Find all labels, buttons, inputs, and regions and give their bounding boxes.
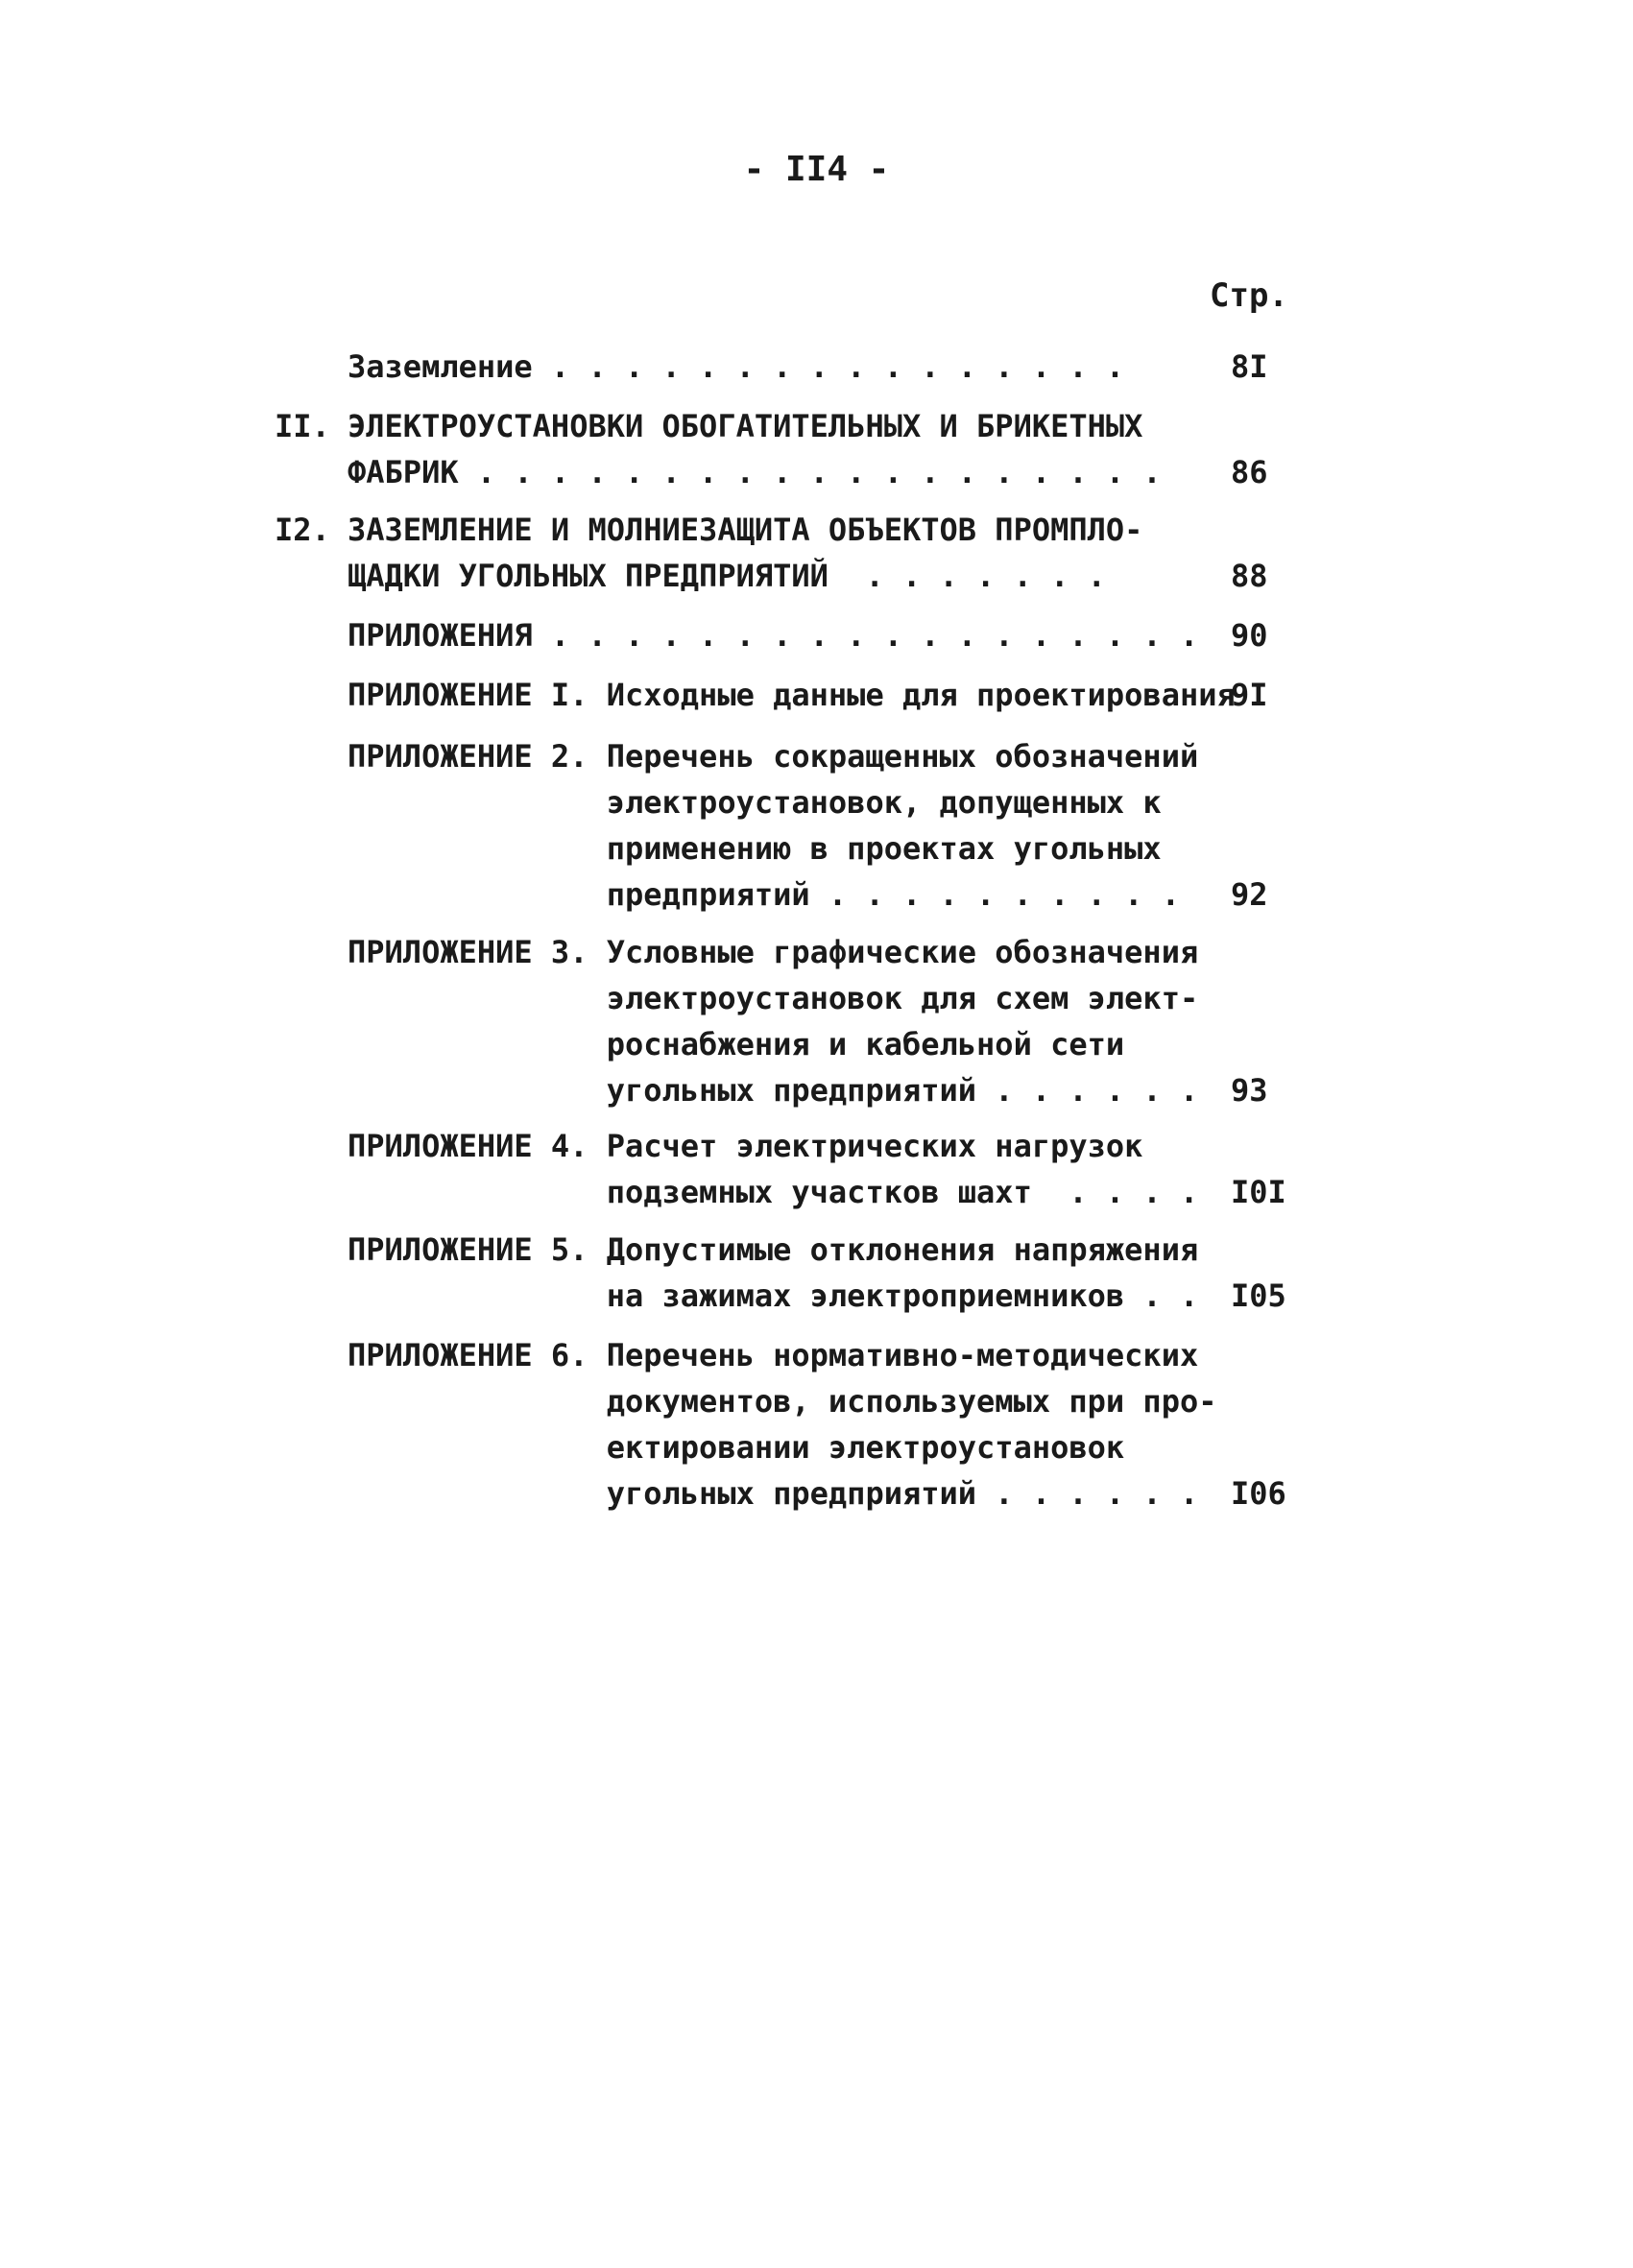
toc-line: ПРИЛОЖЕНИЕ 5. Допустимые отклонения напряжения [348, 1231, 1199, 1268]
toc-page: 90 [1231, 617, 1268, 654]
toc-page: I05 [1231, 1277, 1286, 1314]
toc-page: 9I [1231, 677, 1268, 713]
toc-line: ПРИЛОЖЕНИЕ 3. Условные графические обозначения [348, 934, 1199, 970]
toc-line: ЭЛЕКТРОУСТАНОВКИ ОБОГАТИТЕЛЬНЫХ И БРИКЕТНЫХ [348, 408, 1143, 444]
toc-line: ектировании электроустановок [348, 1429, 1125, 1466]
toc-line: угольных предприятий . . . . . . [348, 1072, 1199, 1109]
page-number: - II4 - [743, 150, 890, 189]
toc-line: электроустановок для схем элект- [348, 980, 1199, 1016]
toc-line: ЩАДКИ УГОЛЬНЫХ ПРЕДПРИЯТИЙ . . . . . . . [348, 558, 1106, 594]
toc-page: I0I [1231, 1174, 1286, 1210]
toc-line: предприятий . . . . . . . . . . [348, 876, 1180, 913]
toc-line: ПРИЛОЖЕНИЕ 2. Перечень сокращенных обозначений [348, 738, 1199, 775]
toc-section-number: II. [275, 408, 330, 444]
toc-page: 86 [1231, 454, 1268, 490]
toc-line: ПРИЛОЖЕНИЕ 4. Расчет электрических нагрузок [348, 1128, 1143, 1164]
toc-line: на зажимах электроприемников . . [348, 1277, 1199, 1314]
toc-line: ПРИЛОЖЕНИЕ I. Исходные данные для проектирования [348, 677, 1236, 713]
toc-line: угольных предприятий . . . . . . [348, 1475, 1199, 1512]
toc-page: 92 [1231, 876, 1268, 913]
toc-page: 93 [1231, 1072, 1268, 1109]
toc-line: ФАБРИК . . . . . . . . . . . . . . . . . . . [348, 454, 1162, 490]
toc-line: Заземление . . . . . . . . . . . . . . . . [348, 348, 1125, 385]
toc-section-number: I2. [275, 512, 330, 548]
toc-line: ЗАЗЕМЛЕНИЕ И МОЛНИЕЗАЩИТА ОБЪЕКТОВ ПРОМПЛО- [348, 512, 1143, 548]
toc-line: роснабжения и кабельной сети [348, 1026, 1125, 1062]
toc-page: 8I [1231, 348, 1268, 385]
toc-page: 88 [1231, 558, 1268, 594]
toc-line: ПРИЛОЖЕНИЯ . . . . . . . . . . . . . . . . . . [348, 617, 1199, 654]
toc-page: I06 [1231, 1475, 1286, 1512]
toc-line: документов, используемых при про- [348, 1383, 1217, 1420]
toc-line: подземных участков шахт . . . . [348, 1174, 1199, 1210]
page-column-header: Стр. [1210, 276, 1288, 315]
toc-line: электроустановок, допущенных к [348, 784, 1162, 821]
toc-line: ПРИЛОЖЕНИЕ 6. Перечень нормативно-методических [348, 1337, 1199, 1373]
toc-line: применению в проектах угольных [348, 830, 1162, 867]
